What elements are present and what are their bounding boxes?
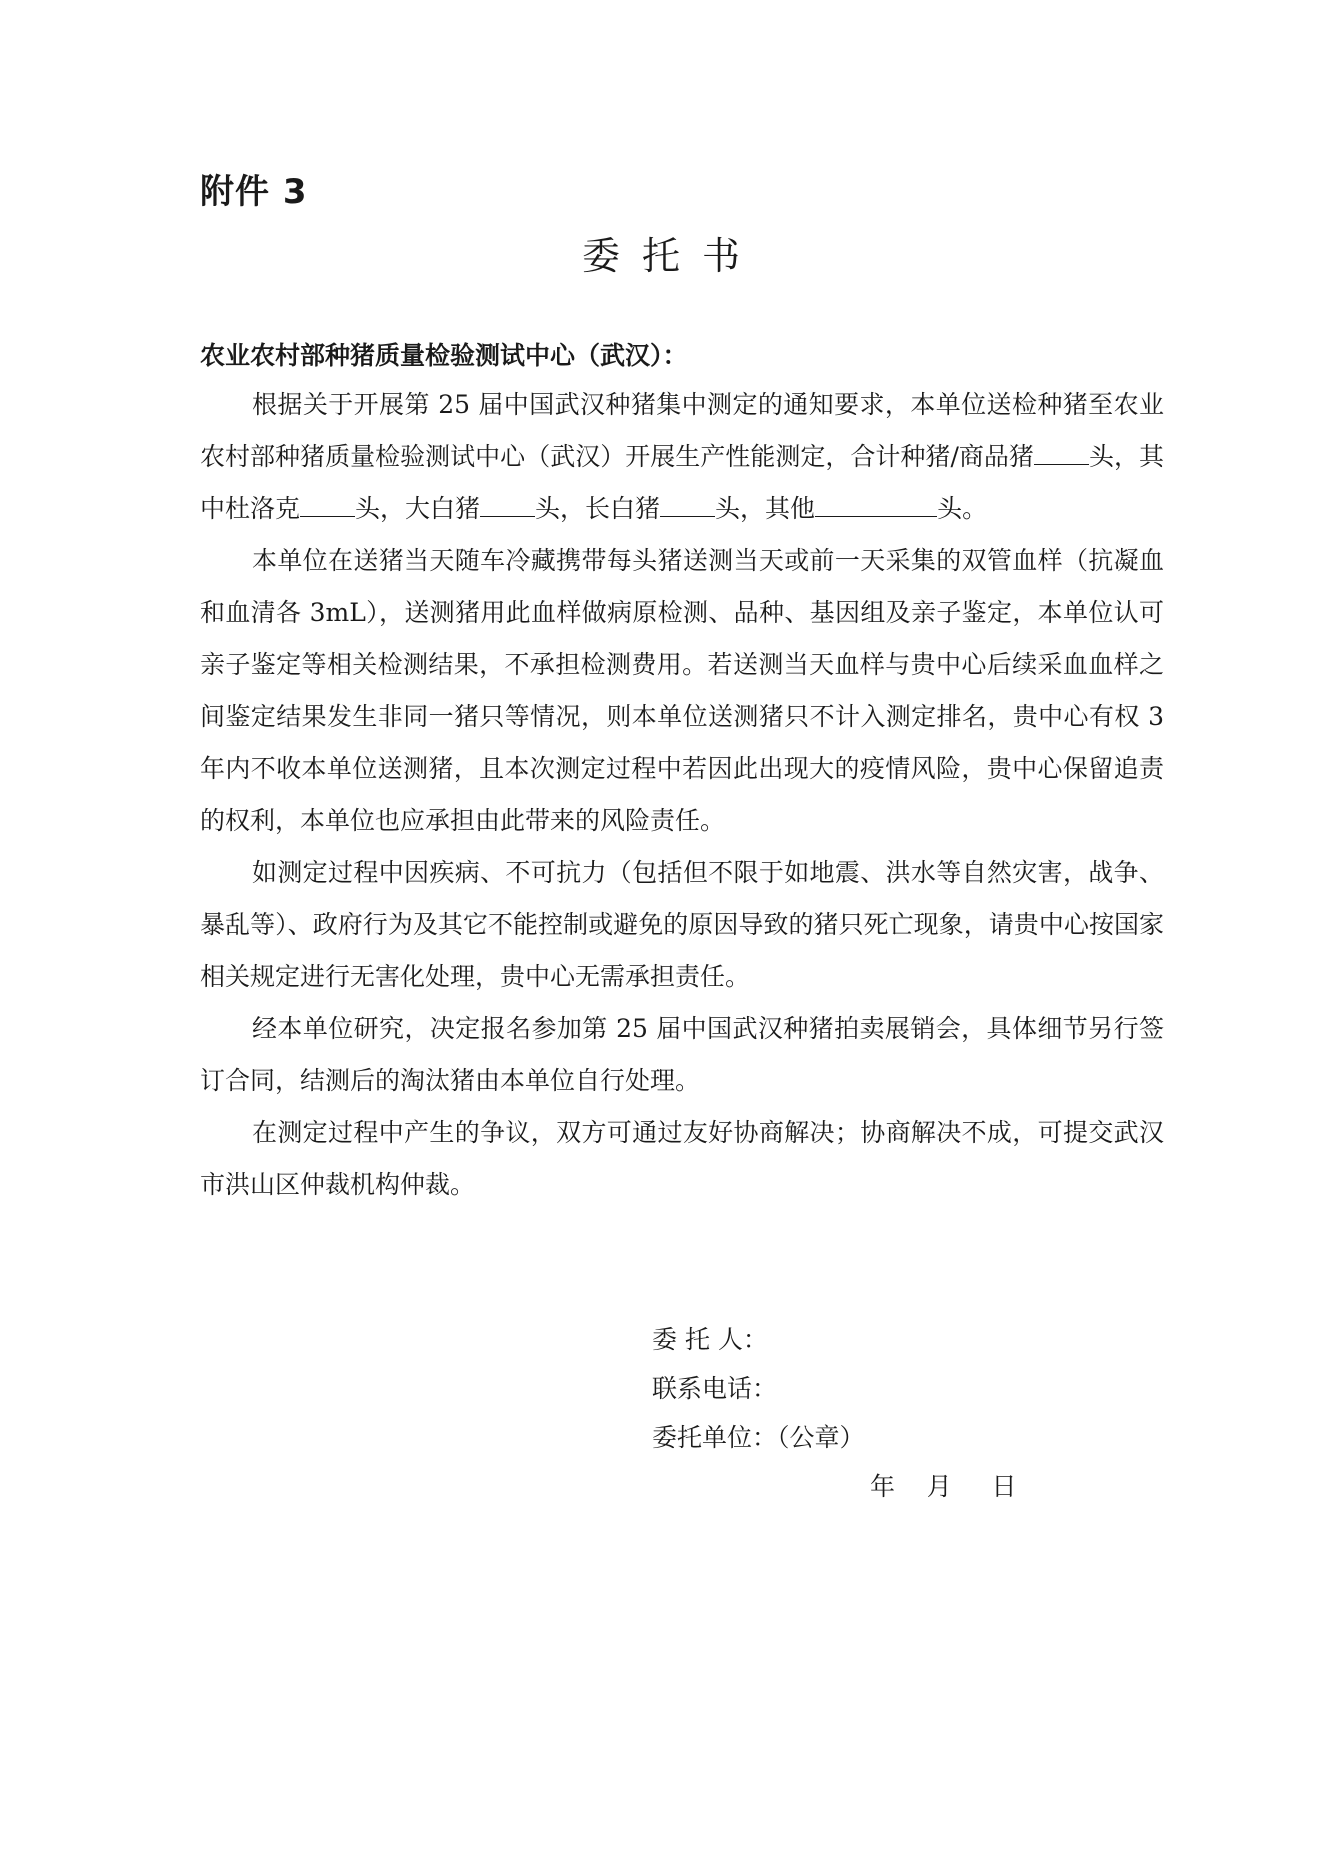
unit-total-text: 头，其中杜洛克	[200, 442, 1164, 523]
unit-duroc-text: 头，大白猪	[355, 494, 481, 523]
paragraph-dispute: 在测定过程中产生的争议，双方可通过友好协商解决；协商解决不成，可提交武汉市洪山区仲裁机构仲裁。	[200, 1118, 1164, 1199]
blank-duroc-count[interactable]	[300, 488, 355, 517]
unit-yorkshire-text: 头，长白猪	[535, 494, 661, 523]
paragraph-auction: 经本单位研究，决定报名参加第 25 届中国武汉种猪拍卖展销会，具体细节另行签订合同，结测后的淘汰猪由本单位自行处理。	[200, 1014, 1164, 1095]
unit-landrace-text: 头，其他	[715, 494, 816, 523]
blank-total-count[interactable]	[1034, 436, 1089, 465]
attachment-label: 附件 3	[200, 172, 308, 212]
unit-other-text: 头。	[937, 494, 988, 523]
date-line: 年 月 日	[870, 1472, 1017, 1501]
signature-block	[652, 1315, 865, 1462]
unit-seal-label: 委托单位：（公章）	[652, 1423, 865, 1452]
blank-yorkshire-count[interactable]	[480, 488, 535, 517]
blank-other-count[interactable]	[815, 488, 937, 517]
document-body	[200, 379, 1164, 1211]
blank-landrace-count[interactable]	[660, 488, 715, 517]
phone-label: 联系电话：	[652, 1374, 778, 1403]
paragraph-force-majeure: 如测定过程中因疾病、不可抗力（包括但不限于如地震、洪水等自然灾害，战争、暴乱等）、政府行为及其它不能控制或避免的原因导致的猪只死亡现象，请贵中心按国家相关规定进行无害化处理，贵中心无需承担责任。	[200, 858, 1164, 991]
paragraph-quantity-text: 根据关于开展第 25 届中国武汉种猪集中测定的通知要求，本单位送检种猪至农业农村部种猪质量检验测试中心（武汉）开展生产性能测定，合计种猪/商品猪	[200, 390, 1164, 471]
client-label: 委 托 人：	[652, 1325, 768, 1354]
addressee: 农业农村部种猪质量检验测试中心（武汉）：	[200, 341, 688, 370]
document-title: 委托书	[581, 234, 762, 278]
paragraph-quantity	[200, 379, 1164, 535]
paragraph-blood-sample: 本单位在送猪当天随车冷藏携带每头猪送测当天或前一天采集的双管血样（抗凝血和血清各 3mL），送测猪用此血样做病原检测、品种、基因组及亲子鉴定，本单位认可亲子鉴定等相关检测结果，不承担检测费用。若送测当天血样与贵中心后续采血血样之间鉴定结果发生非同一猪只等情况，则本单位送测猪只不计入测定排名，贵中心有权 3 年内不收本单位送测猪，且本次测定过程中若因此出现大的疫情风险，贵中心保留追责的权利，本单位也应承担由此带来的风险责任。	[200, 546, 1164, 835]
